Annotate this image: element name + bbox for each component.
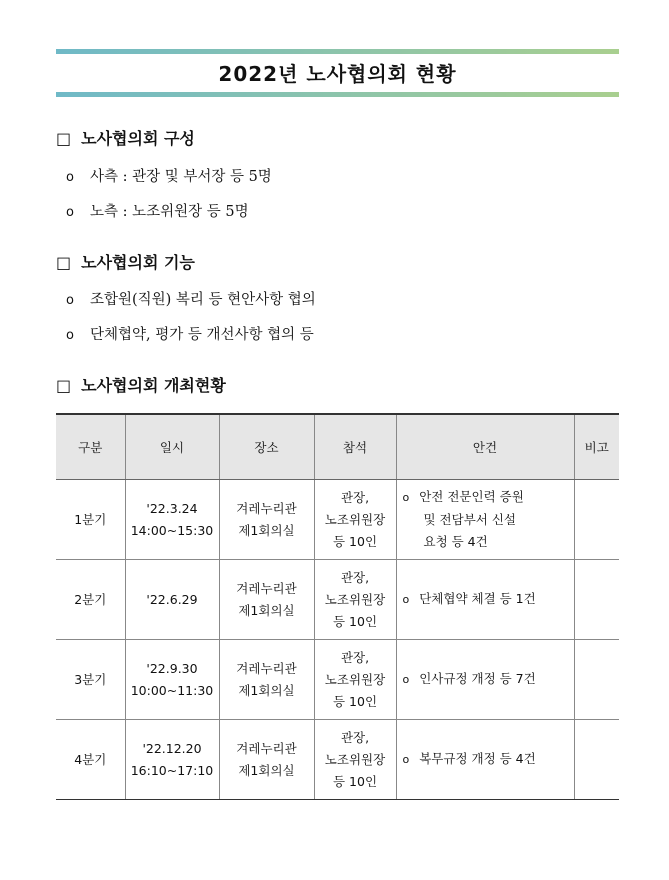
cell-attendees — [314, 640, 396, 720]
bullet-icon: o — [66, 170, 74, 185]
cell-datetime — [125, 480, 219, 560]
meetings-table — [56, 413, 619, 800]
bullet-icon: o — [66, 205, 74, 220]
header-note: 비고 — [574, 414, 619, 480]
attendee-line: 노조위원장 — [324, 511, 386, 527]
attendee-line: 등 10인 — [332, 773, 378, 789]
bullet-icon: o — [402, 753, 410, 766]
bullet-icon: o — [402, 673, 410, 686]
table-header-row — [56, 414, 619, 480]
cell-time: 14:00~15:30 — [130, 522, 214, 538]
section-heading-text: 노사협의회 개최현황 — [81, 376, 226, 395]
cell-time: 16:10~17:10 — [130, 762, 214, 778]
place-line: 제1회의실 — [238, 762, 295, 778]
attendee-line: 관장, — [340, 729, 370, 745]
place-line: 겨레누리관 — [236, 660, 297, 676]
list-item-text: 사측 : 관장 및 부서장 등 5명 — [89, 169, 272, 185]
attendee-line: 등 10인 — [332, 613, 378, 629]
table-row — [56, 640, 619, 720]
cell-note — [574, 640, 619, 720]
cell-note — [574, 560, 619, 640]
cell-quarter: 2분기 — [56, 560, 125, 640]
table-row — [56, 720, 619, 800]
bullet-icon: o — [66, 328, 74, 343]
place-line: 제1회의실 — [238, 522, 295, 538]
page-title: 2022년 노사협의회 현황 — [218, 62, 457, 86]
section-heading-text: 노사협의회 기능 — [81, 253, 195, 272]
cell-agenda — [396, 560, 574, 640]
header-agenda: 안건 — [396, 414, 574, 480]
cell-place — [219, 480, 314, 560]
attendee-line: 관장, — [340, 649, 370, 665]
list-item — [66, 165, 272, 186]
place-line: 겨레누리관 — [236, 580, 297, 596]
section-heading-text: 노사협의회 구성 — [81, 129, 195, 148]
attendee-line: 등 10인 — [332, 693, 378, 709]
cell-place — [219, 560, 314, 640]
bullet-icon: o — [66, 293, 74, 308]
cell-quarter: 4분기 — [56, 720, 125, 800]
attendee-line: 관장, — [340, 489, 370, 505]
attendee-line: 등 10인 — [332, 533, 378, 549]
cell-date: '22.6.29 — [146, 591, 198, 607]
cell-agenda — [396, 720, 574, 800]
agenda-line: 요청 등 4건 — [423, 534, 488, 549]
list-item — [66, 323, 314, 344]
agenda-line: 안전 전문인력 증원 — [419, 489, 524, 504]
cell-time: 10:00~11:30 — [130, 682, 214, 698]
list-item — [66, 288, 316, 309]
cell-note — [574, 720, 619, 800]
checkbox-square-icon: □ — [56, 129, 72, 148]
cell-agenda — [396, 480, 574, 560]
place-line: 제1회의실 — [238, 682, 295, 698]
place-line: 제1회의실 — [238, 602, 295, 618]
cell-attendees — [314, 480, 396, 560]
agenda-line: 인사규정 개정 등 7건 — [419, 671, 536, 686]
title-top-rule — [56, 49, 619, 54]
attendee-line: 노조위원장 — [324, 591, 386, 607]
cell-date: '22.12.20 — [142, 740, 202, 756]
agenda-line: 단체협약 체결 등 1건 — [419, 591, 536, 606]
list-item-text: 단체협약, 평가 등 개선사항 협의 등 — [89, 327, 314, 343]
agenda-line: 복무규정 개정 등 4건 — [419, 751, 536, 766]
cell-attendees — [314, 720, 396, 800]
attendee-line: 관장, — [340, 569, 370, 585]
list-item-text: 노측 : 노조위원장 등 5명 — [89, 204, 249, 220]
cell-note — [574, 480, 619, 560]
agenda-line: 및 전담부서 신설 — [423, 512, 516, 527]
cell-quarter: 1분기 — [56, 480, 125, 560]
cell-datetime — [125, 720, 219, 800]
cell-date: '22.9.30 — [146, 660, 198, 676]
list-item — [66, 200, 249, 221]
cell-datetime — [125, 640, 219, 720]
section-heading-composition — [56, 126, 195, 149]
section-heading-meetings — [56, 373, 226, 396]
cell-place — [219, 640, 314, 720]
place-line: 겨레누리관 — [236, 740, 297, 756]
attendee-line: 노조위원장 — [324, 671, 386, 687]
cell-date: '22.3.24 — [146, 500, 198, 516]
header-datetime: 일시 — [125, 414, 219, 480]
table-row — [56, 480, 619, 560]
section-heading-function — [56, 250, 195, 273]
bullet-icon: o — [402, 491, 410, 504]
list-item-text: 조합원(직원) 복리 등 현안사항 협의 — [89, 292, 316, 308]
attendee-line: 노조위원장 — [324, 751, 386, 767]
table-row — [56, 560, 619, 640]
cell-attendees — [314, 560, 396, 640]
cell-place — [219, 720, 314, 800]
cell-quarter: 3분기 — [56, 640, 125, 720]
header-place: 장소 — [219, 414, 314, 480]
place-line: 겨레누리관 — [236, 500, 297, 516]
cell-agenda — [396, 640, 574, 720]
cell-datetime — [125, 560, 219, 640]
checkbox-square-icon: □ — [56, 376, 72, 395]
header-quarter: 구분 — [56, 414, 125, 480]
title-bottom-rule — [56, 92, 619, 97]
bullet-icon: o — [402, 593, 410, 606]
checkbox-square-icon: □ — [56, 253, 72, 272]
header-attendees: 참석 — [314, 414, 396, 480]
